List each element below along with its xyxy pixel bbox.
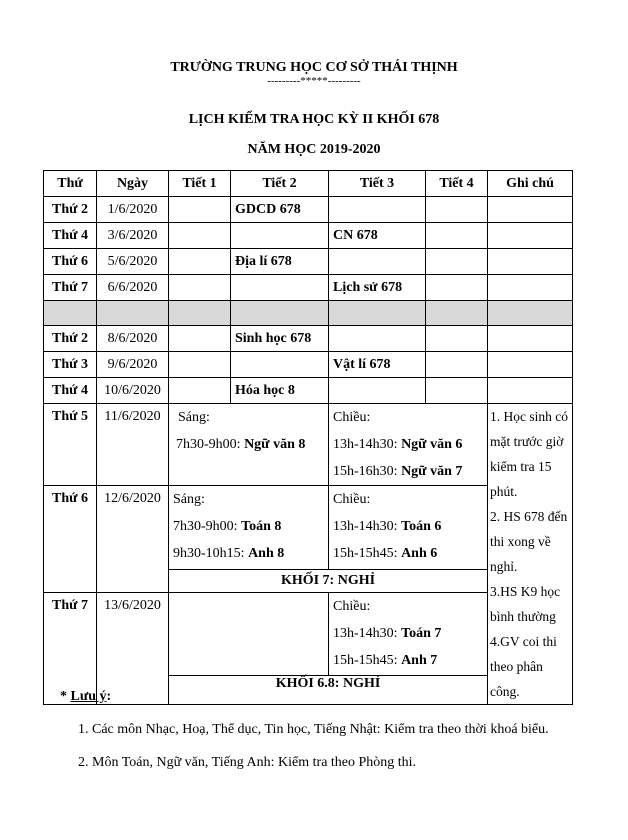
time-text: 15h-15h45: xyxy=(333,652,402,668)
subject-text: Anh 8 xyxy=(248,546,285,561)
afternoon-cell xyxy=(329,592,488,676)
period1-cell xyxy=(169,223,231,249)
morning-label: Sáng: xyxy=(173,492,205,507)
note-cell xyxy=(488,275,573,301)
day-cell: Thứ 6 xyxy=(44,486,97,593)
period4-cell xyxy=(426,223,488,249)
period1-cell xyxy=(169,326,231,352)
note-cell xyxy=(488,352,573,378)
separator-row xyxy=(44,301,573,326)
table-row xyxy=(44,197,573,223)
col-header: Tiết 1 xyxy=(169,171,231,197)
period1-cell xyxy=(169,352,231,378)
period4-cell xyxy=(426,352,488,378)
date-cell: 10/6/2020 xyxy=(97,378,169,404)
day-cell: Thứ 4 xyxy=(44,378,97,404)
subject-text: Anh 6 xyxy=(401,546,438,561)
stars-divider: ---------*****--------- xyxy=(267,75,361,87)
morning-label: Sáng: xyxy=(178,410,210,425)
time-text: 15h-16h30: xyxy=(333,464,402,479)
school-name: TRƯỜNG TRUNG HỌC CƠ SỞ THÁI THỊNH xyxy=(170,60,458,75)
period2-cell: Sinh học 678 xyxy=(231,326,329,352)
period1-cell xyxy=(169,275,231,301)
period3-cell: Vật lí 678 xyxy=(329,352,426,378)
period4-cell xyxy=(426,378,488,404)
grade-off-notice: KHỐI 6.8: NGHỈ xyxy=(169,676,488,705)
day-cell: Thứ 7 xyxy=(44,592,97,705)
period3-cell xyxy=(329,326,426,352)
footer-note: 1. Các môn Nhạc, Hoạ, Thể dục, Tin học, Tiếng Nhật: Kiểm tra theo thời khoá biểu. xyxy=(78,722,549,737)
subject-text: Ngữ văn 8 xyxy=(244,437,306,452)
table-header-row xyxy=(44,171,573,197)
afternoon-cell xyxy=(329,404,488,486)
afternoon-label: Chiều: xyxy=(333,492,371,507)
period4-cell xyxy=(426,326,488,352)
date-cell: 5/6/2020 xyxy=(97,249,169,275)
time-text: 7h30-9h00: xyxy=(176,437,245,452)
table-row xyxy=(44,352,573,378)
afternoon-label: Chiều: xyxy=(333,410,371,425)
time-text: 13h-14h30: xyxy=(333,519,402,534)
col-header: Tiết 4 xyxy=(426,171,488,197)
note-item: 4.GV coi thi theo phân công. xyxy=(490,634,557,699)
day-cell: Thứ 7 xyxy=(44,275,97,301)
afternoon-cell xyxy=(329,486,488,570)
time-text: 9h30-10h15: xyxy=(173,546,249,561)
period4-cell xyxy=(426,275,488,301)
morning-cell xyxy=(169,486,329,570)
date-cell: 9/6/2020 xyxy=(97,352,169,378)
note-cell xyxy=(488,378,573,404)
period2-cell xyxy=(231,223,329,249)
note-cell xyxy=(488,249,573,275)
note-cell xyxy=(488,223,573,249)
note-item: 1. Học sinh có mặt trước giờ kiểm tra 15 phút. xyxy=(490,409,568,499)
subject-text: Ngữ văn 6 xyxy=(401,437,463,452)
period1-cell xyxy=(169,249,231,275)
period3-cell: Lịch sử 678 xyxy=(329,275,426,301)
col-header: Thứ xyxy=(44,171,97,197)
col-header: Tiết 3 xyxy=(329,171,426,197)
col-header: Ghi chú xyxy=(488,171,573,197)
afternoon-label: Chiều: xyxy=(333,598,371,614)
date-cell: 13/6/2020 xyxy=(97,592,169,705)
note-item: 2. HS 678 đến thi xong về nghỉ. xyxy=(490,509,568,574)
day-cell: Thứ 2 xyxy=(44,197,97,223)
table-row xyxy=(44,404,573,486)
period1-cell xyxy=(169,197,231,223)
col-header: Ngày xyxy=(97,171,169,197)
period3-cell: CN 678 xyxy=(329,223,426,249)
period4-cell xyxy=(426,197,488,223)
date-cell: 11/6/2020 xyxy=(97,404,169,486)
subject-text: Anh 7 xyxy=(401,652,438,668)
time-text: 7h30-9h00: xyxy=(173,519,242,534)
period3-cell xyxy=(329,249,426,275)
note-item: 3.HS K9 học bình thường xyxy=(490,584,561,624)
note-cell xyxy=(488,326,573,352)
subject-text: Ngữ văn 7 xyxy=(401,464,463,479)
period2-cell: Địa lí 678 xyxy=(231,249,329,275)
date-cell: 1/6/2020 xyxy=(97,197,169,223)
date-cell: 3/6/2020 xyxy=(97,223,169,249)
date-cell: 12/6/2020 xyxy=(97,486,169,593)
period2-cell xyxy=(231,275,329,301)
period2-cell xyxy=(231,352,329,378)
morning-cell xyxy=(169,592,329,676)
grade-off-notice: KHỐI 7: NGHỈ xyxy=(169,569,488,592)
morning-cell xyxy=(169,404,329,486)
subject-text: Toán 8 xyxy=(241,519,282,534)
note-cell xyxy=(488,197,573,223)
table-row xyxy=(44,249,573,275)
subject-text: Toán 6 xyxy=(401,519,442,534)
exam-schedule-table xyxy=(43,170,573,705)
period3-cell xyxy=(329,197,426,223)
time-text: 15h-15h45: xyxy=(333,546,402,561)
subject-text: Toán 7 xyxy=(401,625,442,641)
table-row xyxy=(44,275,573,301)
day-cell: Thứ 6 xyxy=(44,249,97,275)
school-year: NĂM HỌC 2019-2020 xyxy=(247,142,381,157)
day-cell: Thứ 4 xyxy=(44,223,97,249)
period2-cell: GDCD 678 xyxy=(231,197,329,223)
col-header: Tiết 2 xyxy=(231,171,329,197)
day-cell: Thứ 5 xyxy=(44,404,97,486)
day-cell: Thứ 3 xyxy=(44,352,97,378)
date-cell: 6/6/2020 xyxy=(97,275,169,301)
period3-cell xyxy=(329,378,426,404)
footer-note: 2. Môn Toán, Ngữ văn, Tiếng Anh: Kiểm tra theo Phòng thi. xyxy=(78,755,417,770)
table-row xyxy=(44,378,573,404)
time-text: 13h-14h30: xyxy=(333,437,402,452)
date-cell: 8/6/2020 xyxy=(97,326,169,352)
table-row xyxy=(44,326,573,352)
table-row xyxy=(44,223,573,249)
notes-heading: * Lưu ý: xyxy=(60,689,112,704)
notes-column-cell xyxy=(488,404,573,705)
document-title: LỊCH KIỂM TRA HỌC KỲ II KHỐI 678 xyxy=(188,112,440,127)
period4-cell xyxy=(426,249,488,275)
time-text: 13h-14h30: xyxy=(333,625,402,641)
period1-cell xyxy=(169,378,231,404)
period2-cell: Hóa học 8 xyxy=(231,378,329,404)
day-cell: Thứ 2 xyxy=(44,326,97,352)
